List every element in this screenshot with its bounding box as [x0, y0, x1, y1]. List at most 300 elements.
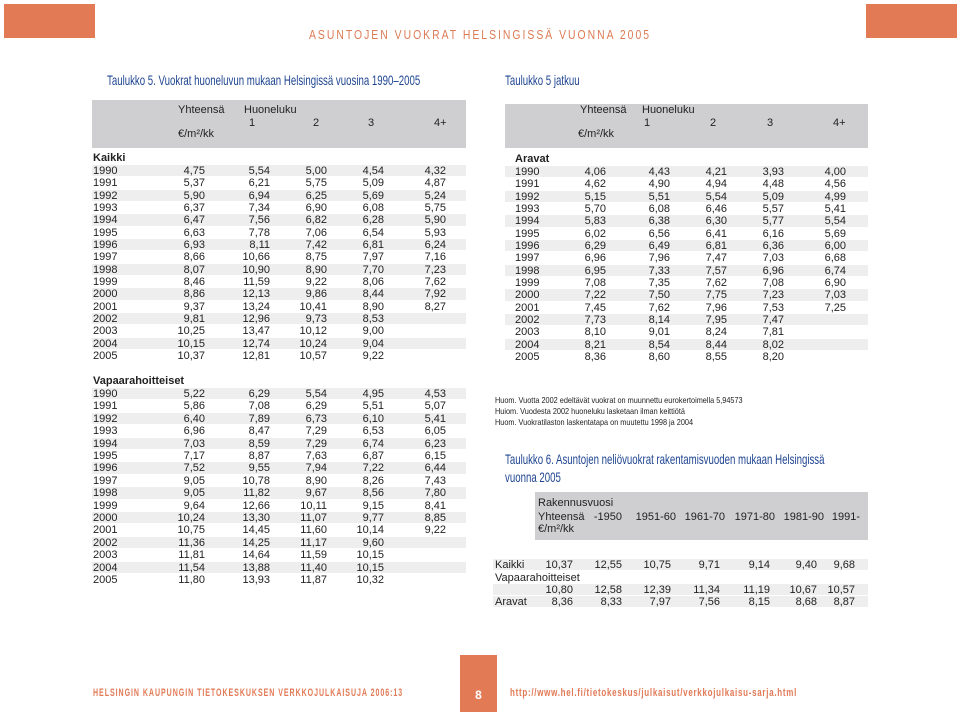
value-cell: 10,32 — [356, 574, 384, 586]
value-cell — [786, 314, 846, 326]
value-cell: 9,71 — [698, 559, 720, 571]
year-cell: 1998 — [93, 487, 118, 500]
value-cell: 5,09 — [362, 177, 384, 190]
table6-title-line2: vuonna 2005 — [505, 469, 561, 485]
value-cell: 5,57 — [762, 202, 784, 215]
value-cell: 4,32 — [424, 165, 446, 177]
year-cell: 2000 — [93, 512, 118, 524]
value-cell: 4,43 — [648, 166, 670, 178]
col-rooms-header: Huoneluku — [642, 104, 695, 116]
value-cell: 9,64 — [183, 499, 205, 512]
value-cell: 7,03 — [183, 437, 205, 450]
value-cell — [386, 325, 446, 337]
value-cell: 10,25 — [177, 325, 205, 338]
value-cell: 6,74 — [362, 437, 384, 450]
value-cell: 4,75 — [183, 165, 205, 177]
row-header-label: Rakennusvuosi — [538, 497, 614, 509]
value-cell: 7,29 — [305, 437, 327, 450]
value-cell: 7,70 — [362, 263, 384, 276]
value-cell: 8,02 — [762, 338, 784, 351]
value-cell: 6,49 — [648, 239, 670, 252]
value-cell: 7,43 — [424, 474, 446, 487]
value-cell — [386, 549, 446, 561]
year-cell: 1996 — [93, 238, 118, 251]
value-cell: 6,05 — [424, 425, 446, 438]
value-cell: 5,24 — [424, 189, 446, 202]
value-cell: 14,64 — [242, 549, 270, 562]
value-cell: 9,77 — [362, 512, 384, 524]
value-cell: 14,45 — [242, 524, 270, 537]
note-line: Huom. Vuotta 2002 edeltävät vuokrat on muunnettu eurokertoimella 5,94573 — [495, 395, 743, 405]
value-cell: 6,25 — [305, 189, 327, 202]
value-cell: 10,37 — [545, 559, 573, 571]
value-cell: 8,24 — [705, 326, 727, 339]
value-cell: 10,75 — [643, 559, 671, 571]
value-cell: 8,20 — [762, 350, 784, 363]
value-cell: 10,37 — [177, 349, 205, 362]
value-cell: 7,52 — [183, 462, 205, 475]
value-cell: 7,62 — [424, 275, 446, 288]
room-count-header: 2 — [313, 117, 320, 129]
value-cell: 7,78 — [248, 226, 270, 239]
value-cell: 6,10 — [362, 412, 384, 425]
value-cell: 9,73 — [305, 312, 327, 325]
value-cell: 6,00 — [824, 239, 846, 252]
value-cell: 7,47 — [705, 252, 727, 265]
value-cell: 10,15 — [356, 549, 384, 562]
year-cell: 1997 — [93, 251, 118, 264]
value-cell: 6,53 — [362, 425, 384, 438]
year-cell: 1991 — [515, 178, 540, 191]
year-cell: 2004 — [93, 337, 118, 350]
year-cell: 1994 — [515, 215, 540, 228]
value-cell: 7,08 — [762, 276, 784, 289]
room-count-header: 2 — [710, 117, 717, 129]
value-cell: 5,51 — [648, 190, 670, 203]
value-cell: 9,86 — [305, 288, 327, 301]
construction-period-header: 1951-60 — [635, 511, 676, 523]
value-cell: 11,59 — [300, 549, 327, 562]
value-cell: 6,87 — [362, 450, 384, 462]
value-cell: 11,80 — [178, 574, 205, 586]
value-cell: 4,48 — [762, 178, 784, 191]
value-cell: 6,16 — [762, 227, 784, 240]
value-cell: 13,93 — [242, 574, 270, 586]
value-cell: 8,75 — [305, 251, 327, 264]
value-cell: 8,36 — [551, 596, 573, 608]
value-cell: 6,08 — [648, 202, 670, 215]
year-cell: 1999 — [93, 275, 118, 288]
col-total-header: Yhteensä — [538, 511, 585, 523]
year-cell: 2003 — [515, 326, 540, 339]
value-cell: 7,62 — [648, 301, 670, 314]
year-cell: 1995 — [93, 226, 118, 239]
value-cell: 6,28 — [362, 214, 384, 227]
year-cell: 1990 — [93, 388, 118, 400]
value-cell — [786, 339, 846, 351]
construction-period-header: 1991- — [831, 511, 860, 523]
value-cell: 6,02 — [584, 227, 606, 240]
value-cell: 6,24 — [424, 238, 446, 251]
value-cell: 8,11 — [249, 238, 270, 251]
year-cell: 1992 — [515, 190, 540, 203]
year-cell: 2002 — [515, 313, 540, 326]
value-cell: 5,09 — [762, 190, 784, 203]
note-line: Huiom. Vuodesta 2002 huoneluku lasketaan ilman keittiötä — [495, 406, 685, 416]
value-cell: 7,03 — [824, 289, 846, 302]
construction-period-header: 1961-70 — [684, 511, 725, 523]
value-cell: 8,26 — [362, 474, 384, 487]
value-cell: 5,75 — [305, 177, 327, 190]
value-cell: 9,22 — [305, 275, 327, 288]
value-cell: 7,45 — [584, 301, 606, 314]
value-cell: 12,39 — [643, 584, 671, 596]
value-cell: 8,85 — [424, 512, 446, 524]
unit-label: €/m²/kk — [178, 128, 215, 140]
value-cell: 6,96 — [584, 252, 606, 265]
year-cell: 2002 — [93, 312, 118, 325]
table5-title: Taulukko 5. Vuokrat huoneluvun mukaan Helsingissä vuosina 1990–2005 — [107, 72, 421, 88]
value-cell: 11,07 — [300, 512, 327, 524]
value-cell: 9,01 — [648, 326, 670, 339]
value-cell: 7,57 — [705, 264, 727, 277]
value-cell: 5,41 — [424, 412, 446, 425]
value-cell: 7,50 — [648, 289, 670, 302]
value-cell: 5,75 — [424, 201, 446, 214]
value-cell: 8,59 — [248, 437, 270, 450]
value-cell: 11,34 — [693, 584, 720, 596]
year-cell: 1991 — [93, 400, 118, 413]
value-cell: 5,86 — [183, 400, 205, 413]
value-cell: 7,17 — [183, 450, 205, 462]
year-cell: 2001 — [93, 300, 118, 313]
value-cell: 4,95 — [362, 388, 384, 400]
value-cell: 5,37 — [183, 177, 205, 190]
value-cell: 9,60 — [362, 536, 384, 549]
value-cell: 9,05 — [183, 474, 205, 487]
value-cell: 6,95 — [584, 264, 606, 277]
value-cell: 7,25 — [824, 301, 846, 314]
value-cell: 13,47 — [242, 325, 270, 338]
table5-continued-title: Taulukko 5 jatkuu — [505, 72, 580, 88]
value-cell: 6,37 — [183, 201, 205, 214]
value-cell: 7,73 — [584, 313, 606, 326]
value-cell: 10,41 — [299, 300, 327, 313]
value-cell: 12,81 — [242, 349, 270, 362]
page-banner-title: ASUNTOJEN VUOKRAT HELSINGISSÄ VUONNA 2005 — [308, 27, 652, 42]
value-cell: 7,08 — [584, 276, 606, 289]
value-cell: 6,82 — [305, 214, 327, 227]
value-cell: 8,36 — [584, 350, 606, 363]
year-cell: 2004 — [93, 561, 118, 574]
value-cell: 7,81 — [762, 326, 784, 339]
row-label: Vapaarahoitteiset — [495, 572, 580, 584]
value-cell: 5,51 — [362, 400, 384, 413]
value-cell: 7,63 — [305, 450, 327, 462]
value-cell: 7,22 — [362, 462, 384, 475]
value-cell: 6,54 — [362, 226, 384, 239]
value-cell: 7,96 — [705, 301, 727, 314]
room-count-header: 1 — [249, 117, 256, 129]
value-cell: 12,66 — [242, 499, 270, 512]
value-cell: 6,81 — [362, 238, 384, 251]
value-cell: 5,54 — [305, 388, 327, 400]
value-cell: 12,96 — [242, 312, 270, 325]
value-cell: 4,99 — [824, 190, 846, 203]
year-cell: 2002 — [93, 536, 118, 549]
value-cell: 10,57 — [827, 584, 855, 596]
value-cell: 9,15 — [362, 499, 384, 512]
value-cell: 6,41 — [705, 227, 727, 240]
value-cell: 7,75 — [705, 289, 727, 302]
value-cell: 5,22 — [183, 388, 205, 400]
value-cell: 10,24 — [177, 512, 205, 524]
page-number: 8 — [460, 655, 497, 712]
value-cell — [386, 537, 446, 549]
year-cell: 1990 — [93, 165, 118, 177]
value-cell: 9,68 — [833, 559, 855, 571]
value-cell: 6,74 — [824, 264, 846, 277]
footer-publication: HELSINGIN KAUPUNGIN TIETOKESKUKSEN VERKKOJULKAISUJA 2006:13 — [93, 687, 404, 699]
value-cell: 8,47 — [248, 425, 270, 438]
value-cell: 6,30 — [705, 215, 727, 228]
value-cell: 6,90 — [305, 201, 327, 214]
value-cell: 12,13 — [242, 288, 270, 301]
year-cell: 1994 — [93, 437, 118, 450]
value-cell: 5,69 — [824, 227, 846, 240]
value-cell: 8,68 — [795, 596, 817, 608]
value-cell: 7,47 — [762, 313, 784, 326]
col-total-header: Yhteensä — [580, 104, 627, 116]
value-cell: 8,90 — [305, 263, 327, 276]
value-cell: 6,23 — [424, 437, 446, 450]
year-cell: 1993 — [93, 425, 118, 438]
value-cell: 9,55 — [248, 462, 270, 475]
value-cell: 11,17 — [300, 536, 327, 549]
row-label: Kaikki — [495, 559, 525, 571]
value-cell: 12,58 — [594, 584, 622, 596]
value-cell: 6,29 — [584, 239, 606, 252]
year-cell: 2005 — [515, 350, 540, 363]
value-cell: 5,15 — [584, 190, 606, 203]
value-cell: 8,66 — [183, 251, 205, 264]
value-cell: 4,54 — [362, 165, 384, 177]
value-cell: 6,68 — [824, 252, 846, 265]
value-cell: 7,42 — [305, 238, 327, 251]
value-cell: 13,30 — [242, 512, 270, 524]
value-cell: 11,82 — [243, 487, 270, 500]
value-cell: 7,34 — [248, 201, 270, 214]
value-cell: 9,22 — [424, 524, 446, 537]
year-cell: 1999 — [515, 276, 540, 289]
year-cell: 2001 — [93, 524, 118, 537]
year-cell: 1997 — [515, 252, 540, 265]
table6-title-line1: Taulukko 6. Asuntojen neliövuokrat rakentamisvuoden mukaan Helsingissä — [505, 451, 825, 467]
value-cell: 7,53 — [762, 301, 784, 314]
construction-period-header: -1950 — [593, 511, 622, 523]
year-cell: 2005 — [93, 349, 118, 362]
year-cell: 2001 — [515, 301, 540, 314]
value-cell — [786, 351, 846, 363]
value-cell: 10,12 — [299, 325, 327, 338]
room-count-header: 4+ — [434, 117, 447, 129]
value-cell: 5,90 — [424, 214, 446, 227]
value-cell: 9,04 — [362, 337, 384, 350]
value-cell: 5,69 — [362, 189, 384, 202]
value-cell: 9,22 — [362, 349, 384, 362]
value-cell: 12,74 — [242, 337, 270, 350]
value-cell — [786, 326, 846, 338]
value-cell: 14,25 — [242, 536, 270, 549]
value-cell: 12,55 — [594, 559, 622, 571]
value-cell: 7,22 — [584, 289, 606, 302]
value-cell: 10,24 — [299, 337, 327, 350]
value-cell: 8,53 — [362, 312, 384, 325]
value-cell: 10,78 — [242, 474, 270, 487]
value-cell: 7,97 — [649, 596, 671, 608]
value-cell: 4,00 — [824, 166, 846, 178]
banner-left-block — [4, 4, 95, 38]
value-cell: 6,63 — [183, 226, 205, 239]
value-cell: 11,59 — [243, 275, 270, 288]
value-cell: 8,33 — [600, 596, 622, 608]
value-cell: 6,46 — [705, 202, 727, 215]
value-cell: 6,08 — [362, 201, 384, 214]
year-cell: 1992 — [93, 189, 118, 202]
value-cell: 11,19 — [743, 584, 770, 596]
value-cell: 6,21 — [248, 177, 270, 190]
value-cell: 10,75 — [177, 524, 205, 537]
section-kaikki-label: Kaikki — [93, 152, 126, 164]
year-cell: 1990 — [515, 166, 540, 178]
year-cell: 2000 — [93, 288, 118, 301]
value-cell: 6,29 — [305, 400, 327, 413]
value-cell — [386, 574, 446, 586]
value-cell: 10,11 — [300, 499, 327, 512]
section-vapaarahoitteiset-label: Vapaarahoitteiset — [93, 375, 185, 387]
value-cell: 8,54 — [648, 338, 670, 351]
value-cell: 5,83 — [584, 215, 606, 228]
year-cell: 1993 — [93, 201, 118, 214]
value-cell: 6,96 — [762, 264, 784, 277]
value-cell: 10,57 — [299, 349, 327, 362]
value-cell: 10,80 — [545, 584, 573, 596]
year-cell: 1993 — [515, 202, 540, 215]
value-cell: 8,21 — [584, 338, 606, 351]
value-cell: 5,90 — [183, 189, 205, 202]
year-cell: 2000 — [515, 289, 540, 302]
year-cell: 2005 — [93, 574, 118, 586]
value-cell: 8,41 — [424, 499, 446, 512]
col-rooms-header: Huoneluku — [244, 104, 297, 116]
value-cell: 7,56 — [248, 214, 270, 227]
value-cell: 6,15 — [424, 450, 446, 462]
value-cell: 8,15 — [748, 596, 770, 608]
value-cell: 7,80 — [424, 487, 446, 500]
value-cell: 8,86 — [183, 288, 205, 301]
col-total-header: Yhteensä — [178, 104, 225, 116]
value-cell: 6,36 — [762, 239, 784, 252]
value-cell: 10,14 — [356, 524, 384, 537]
value-cell: 8,60 — [648, 350, 670, 363]
room-count-header: 3 — [767, 117, 774, 129]
value-cell: 6,56 — [648, 227, 670, 240]
value-cell: 6,40 — [183, 412, 205, 425]
value-cell: 6,38 — [648, 215, 670, 228]
value-cell: 8,87 — [833, 596, 855, 608]
value-cell: 6,81 — [705, 239, 727, 252]
value-cell: 7,08 — [248, 400, 270, 413]
value-cell: 6,94 — [248, 189, 270, 202]
value-cell: 7,56 — [698, 596, 720, 608]
year-cell: 1998 — [515, 264, 540, 277]
value-cell: 4,56 — [824, 178, 846, 191]
footer-url-link[interactable]: http://www.hel.fi/tietokeskus/julkaisut/verkkojulkaisu-sarja.html — [510, 687, 798, 699]
year-cell: 2003 — [93, 325, 118, 338]
value-cell: 8,07 — [183, 263, 205, 276]
value-cell: 8,46 — [183, 275, 205, 288]
value-cell: 10,15 — [177, 337, 205, 350]
year-cell: 1996 — [515, 239, 540, 252]
value-cell — [386, 350, 446, 362]
year-cell: 1995 — [515, 227, 540, 240]
value-cell: 7,97 — [362, 251, 384, 264]
value-cell: 7,16 — [424, 251, 446, 264]
value-cell: 10,15 — [356, 561, 384, 574]
value-cell: 5,77 — [762, 215, 784, 228]
year-cell: 1998 — [93, 263, 118, 276]
value-cell: 6,44 — [424, 462, 446, 475]
value-cell: 8,14 — [648, 313, 670, 326]
year-cell: 1994 — [93, 214, 118, 227]
value-cell: 11,60 — [300, 524, 327, 537]
value-cell: 8,56 — [362, 487, 384, 500]
value-cell — [386, 313, 446, 325]
year-cell: 1997 — [93, 474, 118, 487]
value-cell: 10,90 — [242, 263, 270, 276]
year-cell: 1995 — [93, 450, 118, 462]
value-cell: 7,92 — [424, 288, 446, 301]
value-cell: 3,93 — [762, 166, 784, 178]
value-cell — [386, 562, 446, 574]
year-cell: 2003 — [93, 549, 118, 562]
unit-label: €/m²/kk — [578, 128, 615, 140]
value-cell: 9,67 — [305, 487, 327, 500]
value-cell: 5,07 — [424, 400, 446, 413]
value-cell: 8,90 — [362, 300, 384, 313]
value-cell: 7,35 — [648, 276, 670, 289]
construction-period-header: 1971-80 — [734, 511, 775, 523]
value-cell: 8,06 — [362, 275, 384, 288]
value-cell: 8,44 — [362, 288, 384, 301]
room-count-header: 1 — [644, 117, 651, 129]
value-cell: 4,21 — [705, 166, 727, 178]
value-cell: 11,40 — [300, 561, 327, 574]
value-cell: 6,96 — [183, 425, 205, 438]
row-label: Aravat — [495, 596, 527, 608]
value-cell: 5,54 — [248, 165, 270, 177]
value-cell: 5,93 — [424, 226, 446, 239]
value-cell: 5,54 — [824, 215, 846, 228]
value-cell: 5,54 — [705, 190, 727, 203]
value-cell: 11,87 — [300, 574, 327, 586]
year-cell: 1991 — [93, 177, 118, 190]
value-cell: 11,81 — [178, 549, 205, 562]
value-cell: 5,70 — [584, 202, 606, 215]
value-cell: 8,87 — [248, 450, 270, 462]
section-aravat-label: Aravat — [515, 153, 550, 165]
value-cell: 9,05 — [183, 487, 205, 500]
